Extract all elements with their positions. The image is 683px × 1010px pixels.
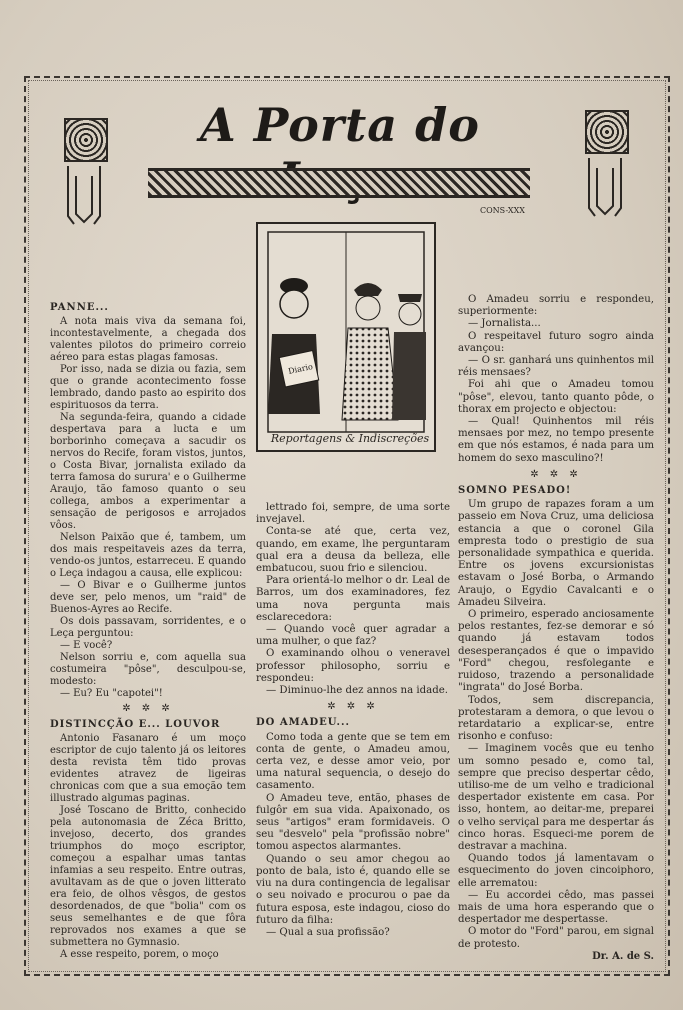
paragraph: Os dois passavam, sorridentes, e o Leça perguntou:: [50, 615, 246, 639]
newspaper-label: Diario: [287, 361, 314, 376]
column-2: [256, 502, 450, 939]
section-heading: SOMNO PESADO!: [458, 485, 572, 497]
paragraph: — Qual! Quinhentos mil réis mensaes por mez, no tempo presente em que nós estamos, é nada para um homem do sexo masculino?!: [458, 416, 654, 464]
paragraph: Por isso, nada se dizia ou fazia, sem que o grande acontecimento fosse lembrado, dando pasto ao espirito dos espirituosos da terra.: [50, 363, 246, 411]
paragraph: Antonio Fasanaro é um moço escriptor de cujo talento já os leitores desta revista têm tido provas evidentes atravez de ligeiras chronicas com que a sua emoção tem illustrado algumas paginas.: [50, 733, 246, 805]
paragraph: Quando o seu amor chegou ao ponto de bala, isto é, quando elle se viu na dura contingencia de legalisar o seu noivado e procurou o pae da futura esposa, este indagou, cioso do futuro da filha:: [256, 853, 450, 926]
paragraph: — E você?: [60, 639, 113, 651]
title-ornament-band: [148, 168, 530, 198]
section-separator: ✲ ✲ ✲: [327, 701, 379, 713]
paragraph: — Quando você quer agradar a uma mulher, o que faz?: [256, 624, 450, 648]
right-rosette-ornament: [585, 110, 629, 154]
paragraph: Quando todos já lamentavam o esquecimento do joven cincoiphoro, elle arrematou:: [458, 853, 654, 889]
column-3: [458, 294, 654, 963]
paragraph: Nelson Paixão que é, tambem, um dos mais respeitaveis azes da terra, vendo-os juntos, estarreceu. E quando o Leça indagou a causa, elle explicou:: [50, 531, 246, 579]
paragraph: A esse respeito, porem, o moço: [60, 949, 219, 961]
paragraph: Um grupo de rapazes foram a um passeio em Nova Cruz, uma deliciosa estancia a que o coronel Gila empresta todo o prestigio de sua personalidade sympathica e querida. Entre os jovens excursionistas estavam o José Borba, o Armando Araujo, o Egydio Cavalcanti e o Amadeu Silveira.: [458, 499, 654, 608]
paragraph: Para orientá-lo melhor o dr. Leal de Barros, um dos examinadores, fez uma nova pergunta mais esclarecedora:: [256, 575, 450, 623]
paragraph: Todos, sem discrepancia, protestaram a demora, o que levou o retardatario a explicar-se, entre risonho e confuso:: [458, 694, 654, 743]
paragraph: — Qual a sua profissão?: [266, 926, 390, 938]
right-pendant-ornament: [585, 158, 625, 218]
paragraph: Na segunda-feira, quando a cidade despertava para a lucta e um borborinho começava a sacudir os nervos do Recife, foram vistos, juntos, o Costa Bivar, jornalista exilado da terra famosa do surura' e o Guilherme Araujo, tão famoso quanto o seu collega, ambos a experimentar a sensação de perigosos e arrojados vôos.: [50, 411, 246, 531]
caricature-illustration: [256, 222, 436, 452]
paragraph: lettrado foi, sempre, de uma sorte invejavel.: [256, 502, 450, 526]
paragraph: — Eu? Eu "capotei"!: [60, 687, 163, 699]
column-1: [50, 302, 246, 961]
paragraph: José Toscano de Britto, conhecido pela autonomasia de Zéca Britto, invejoso, decerto, dos grandes triumphos do moço escriptor, começou a espalhar umas tantas infamias a seu respeito. Entre outras, avultavam as de que o joven litterato era feio, de olhos vêsgos, de gestos desordenados, de que "bolia" com os seus semelhantes e de que fôra reprovados nos exames a que se submettera no Gymnasio.: [50, 805, 246, 949]
paragraph: — Jornalista...: [468, 318, 541, 330]
section-heading: DO AMADEU...: [256, 717, 350, 729]
paragraph: Nelson sorriu e, com aquella sua costumeira "pôse", desculpou-se, modesto:: [50, 651, 246, 687]
section-heading: DISTINCÇÃO E... LOUVOR: [50, 719, 221, 731]
paragraph: — Diminuo-lhe dez annos na idade.: [266, 685, 449, 697]
artist-mark: CONS-XXX: [480, 206, 525, 215]
illustration-caption: Reportagens & Indiscreções: [270, 432, 430, 445]
paragraph: — Imaginem vocês que eu tenho um somno pesado e, como tal, sempre que preciso despertar cêdo, utiliso-me de um velho e tradicional despertador existente em casa. Por isso, hontem, ao deitar-me, preparei o velho serviçal para me despertar ás cinco horas. Esqueci-me porem de destravar a machina.: [458, 743, 654, 852]
paragraph: O Amadeu teve, então, phases de fulgôr em sua vida. Apaixonado, os seus "artigos" eram formidaveis. O seu "desvelo" pela "profissão nobre" tomou aspectos alarmantes.: [256, 792, 450, 853]
paragraph: Conta-se até que, certa vez, quando, em exame, lhe perguntaram qual era a deusa da belleza, elle embatucou, suou frio e silenciou.: [256, 526, 450, 575]
paragraph: — Eu accordei cêdo, mas passei mais de uma hora esperando que o despertador me despertasse.: [458, 889, 654, 926]
paragraph: O motor do "Ford" parou, em signal de protesto.: [458, 926, 654, 950]
paragraph: — O Bivar e o Guilherme juntos deve ser, pelo menos, um "raid" de Buenos-Ayres ao Recife.: [50, 579, 246, 615]
paragraph: O examinando olhou o veneravel professor philosopho, sorriu e respondeu:: [256, 648, 450, 684]
left-rosette-ornament: [64, 118, 108, 162]
paragraph: — O sr. ganhará uns quinhentos mil réis mensaes?: [458, 355, 654, 379]
paragraph: Como toda a gente que se tem em conta de gente, o Amadeu amou, certa vez, e desse amor veio, por uma natural sequencia, o desejo do casamento.: [256, 731, 450, 792]
page-title: A Porta do: [200, 98, 480, 152]
section-heading: PANNE...: [50, 302, 109, 313]
left-pendant-ornament: [64, 166, 104, 226]
author-signature: Dr. A. de S.: [592, 950, 654, 962]
paragraph: A nota mais viva da semana foi, incontestavelmente, a chegada dos valentes pilotos do primeiro correio aéreo para estas plagas famosas.: [50, 315, 246, 363]
section-separator: ✲ ✲ ✲: [122, 703, 174, 715]
section-separator: ✲ ✲ ✲: [530, 468, 582, 480]
paragraph: O primeiro, esperado anciosamente pelos restantes, fez-se demorar e só quando já estavam todos desesperançados é que o impavido "Ford" chegou, resfolegante e ruidoso, trazendo a personalidade "ingrata" do José Borba.: [458, 609, 654, 694]
caricature-drawing: [258, 224, 434, 450]
paragraph: Foi ahi que o Amadeu tomou "pôse", elevou, tanto quanto pôde, o thorax em projecto e objectou:: [458, 379, 654, 415]
paragraph: O respeitavel futuro sogro ainda avançou:: [458, 330, 654, 354]
paragraph: O Amadeu sorriu e respondeu, superiormente:: [458, 294, 654, 318]
